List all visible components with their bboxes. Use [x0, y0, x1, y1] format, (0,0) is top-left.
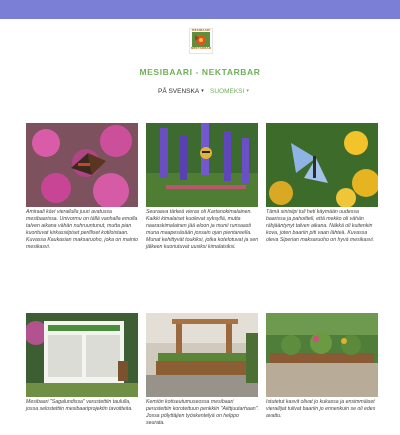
gallery-caption-2: Seuraava tärkeä vieras oli Kartanokimalainen. Kaikki kimalaiset kuolevat syksyllä, mutta naaraskimalainen jää eloon ja munii runsaasti muna maapesäsään jossain ojan pientareella. Munat kehittyvät toukiksi, jotka kotelotuvat ja sen jälkeen kuoriutuvat uusiksi kimalaisiksi. [146, 209, 259, 250]
gallery-photo-planting-bed[interactable] [266, 313, 378, 397]
lang-finnish-label: SUOMEKSI [210, 88, 245, 95]
bumblebee-on-salvia-photo [146, 123, 258, 207]
gallery-photo-bumblebee[interactable] [146, 123, 258, 207]
pergola-garden-photo [146, 313, 258, 397]
gallery-photo-admiral[interactable] [26, 123, 138, 207]
site-logo[interactable] [189, 28, 213, 54]
logo-text-bottom: NEKTARBAR [190, 46, 212, 50]
logo-flower-icon [192, 32, 210, 47]
site-title: MESIBAARI - NEKTARBAR [139, 67, 261, 77]
gallery-caption-3: Tämä sinisiipi tuli heti käymään uudessa baarissa ja pahoitteli, että mekko oli vähän rähjääntynyt talven aikana. Näkkä oli kuitenkin kova, joten baariin piti vaan lähteä. Kuvassa oleva Siperian maksaruoho on hyvä mesikasvi. [266, 209, 375, 243]
chevron-down-icon: ▾ [201, 88, 204, 94]
gallery-photo-blue-butterfly[interactable] [266, 123, 378, 207]
planting-bed-photo [266, 313, 378, 397]
gallery-caption-5: Kemiön kotiseutumuseossa mesibaari perustettiin korotettuun penkkiin "Aiittjuutarhaan". Jossa pölyttäjien työskentelyä on helppo seurata. [146, 399, 259, 426]
top-banner [0, 0, 400, 19]
lang-finnish-dropdown[interactable] [210, 87, 249, 96]
lang-swedish-dropdown[interactable] [158, 87, 204, 96]
gallery-caption-1: Amiraali kävi vierailulla juuri avatussa mesibaarissa. Univormu on tällä vanhalla emolla talven aikana vähän nuhruuntunut, mutta pian kuorituvat kirkassiipiset perilliset kotiloistaan. Kuvassa Kaukasian maksaruoho, joka on mainio mesikasvi. [26, 209, 138, 250]
gallery-photo-pergola[interactable] [146, 313, 258, 397]
gallery-photo-info-sign[interactable] [26, 313, 138, 397]
blue-butterfly-on-flower-photo [266, 123, 378, 207]
lang-swedish-label: PÅ SVENSKA [158, 88, 200, 95]
logo-text-top: MESIBAARI [191, 28, 211, 32]
info-sign-photo [26, 313, 138, 397]
admiral-butterfly-on-sedum-photo [26, 123, 138, 207]
gallery-caption-4: Mesibaari "Sagalundissa" varustettiin taululla, jossa selostettiin mesibaariprojektin tavoitteita. [26, 399, 133, 412]
chevron-down-icon: ▾ [246, 88, 249, 94]
gallery-caption-6: Istutetut kasvit olivat jo kukassa ja ensimmäiset vierailijat tulivat baariin jo ennenkuin se oli edes avattu. [266, 399, 376, 419]
